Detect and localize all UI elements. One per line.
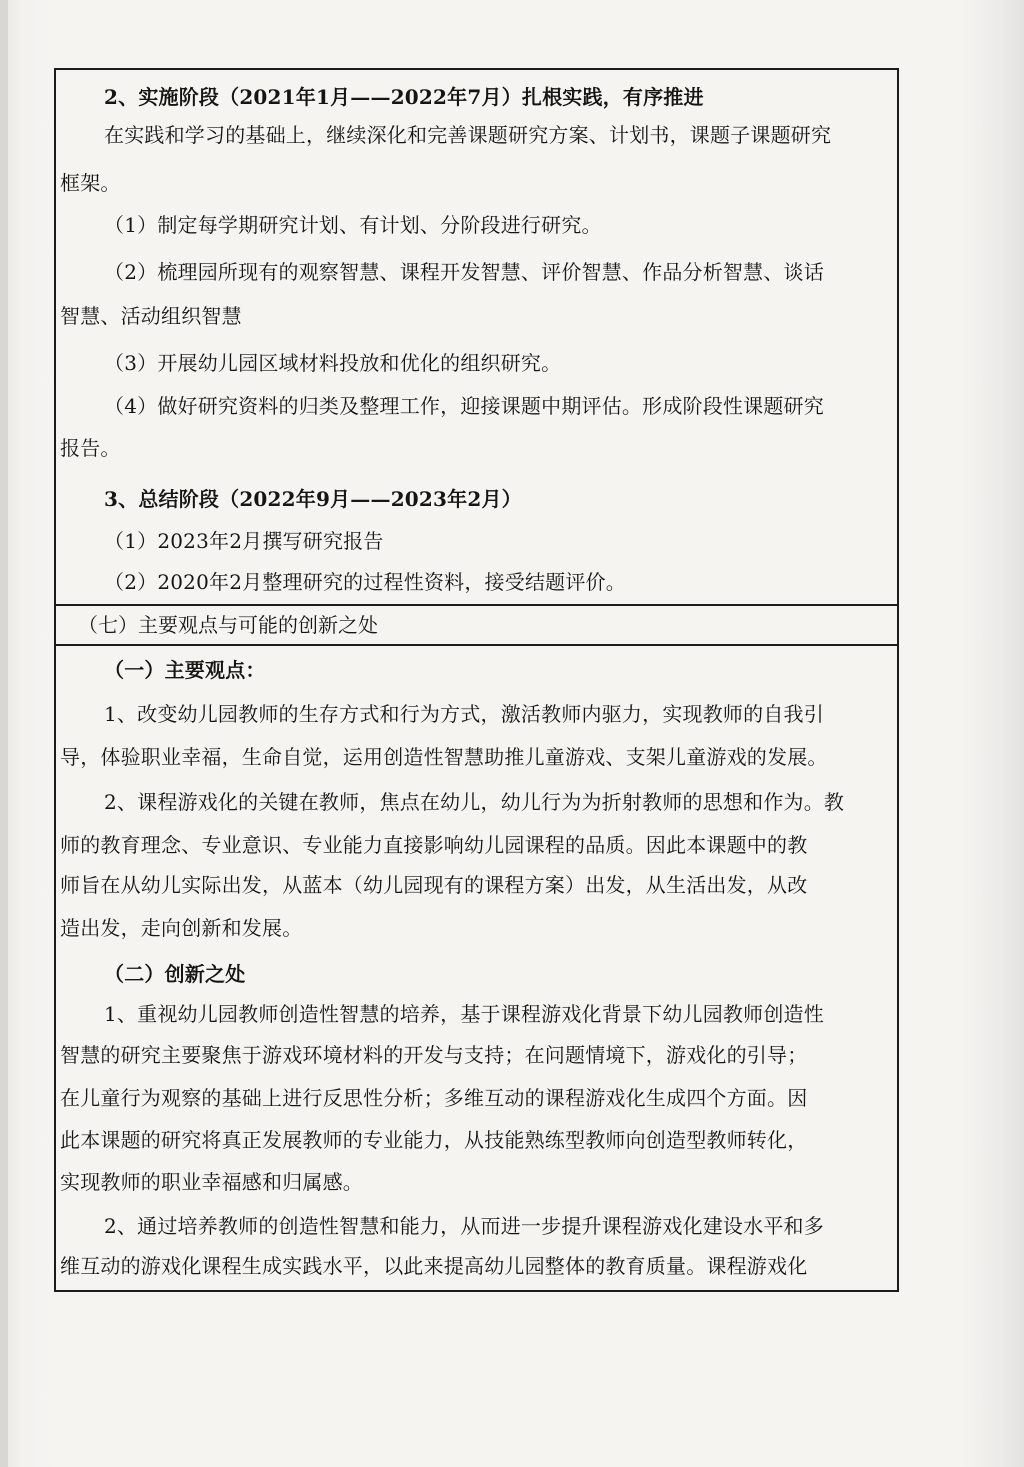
phase2-item4-line1: （4）做好研究资料的归类及整理工作，迎接课题中期评估。形成阶段性课题研究 — [104, 394, 824, 418]
phase2-heading: 2、实施阶段（2021年1月——2022年7月）扎根实践，有序推进 — [104, 85, 704, 109]
phase2-item3: （3）开展幼儿园区域材料投放和优化的组织研究。 — [104, 351, 562, 375]
innovation-p1-line3: 在儿童行为观察的基础上进行反思性分析；多维互动的课程游戏化生成四个方面。因 — [60, 1086, 808, 1110]
views-p2-line3: 师旨在从幼儿实际出发，从蓝本（幼儿园现有的课程方案）出发，从生活出发，从改 — [60, 873, 808, 897]
phase2-item2-line1: （2）梳理园所现有的观察智慧、课程开发智慧、评价智慧、作品分析智慧、谈话 — [104, 260, 824, 284]
innovation-heading: （二）创新之处 — [104, 962, 246, 986]
phase2-item2-line2: 智慧、活动组织智慧 — [60, 304, 242, 328]
innovation-p1-line2: 智慧的研究主要聚焦于游戏环境材料的开发与支持；在问题情境下，游戏化的引导； — [60, 1043, 808, 1067]
phase2-intro-line1: 在实践和学习的基础上，继续深化和完善课题研究方案、计划书，课题子课题研究 — [104, 123, 832, 147]
views-p1-line2: 导，体验职业幸福，生命自觉，运用创造性智慧助推儿童游戏、支架儿童游戏的发展。 — [60, 745, 828, 769]
phase3-item1: （1）2023年2月撰写研究报告 — [104, 529, 384, 553]
innovation-p1-line5: 实现教师的职业幸福感和归属感。 — [60, 1170, 363, 1194]
views-p2-line1: 2、课程游戏化的关键在教师，焦点在幼儿，幼儿行为为折射教师的思想和作为。教 — [104, 790, 845, 814]
views-p1-line1: 1、改变幼儿园教师的生存方式和行为方式，激活教师内驱力，实现教师的自我引 — [104, 702, 824, 726]
phase2-item4-line2: 报告。 — [60, 436, 121, 460]
table-row-divider-top — [54, 604, 899, 606]
views-p2-line2: 师的教育理念、专业意识、专业能力直接影响幼儿园课程的品质。因此本课题中的教 — [60, 833, 808, 857]
phase2-intro-line2: 框架。 — [60, 171, 121, 195]
innovation-p1-line1: 1、重视幼儿园教师创造性智慧的培养，基于课程游戏化背景下幼儿园教师创造性 — [104, 1002, 824, 1026]
phase2-item1: （1）制定每学期研究计划、有计划、分阶段进行研究。 — [104, 213, 602, 237]
phase3-item2: （2）2020年2月整理研究的过程性资料，接受结题评价。 — [104, 570, 626, 594]
innovation-p2-line2: 维互动的游戏化课程生成实践水平，以此来提高幼儿园整体的教育质量。课程游戏化 — [60, 1254, 808, 1278]
table-row-divider-bottom — [54, 644, 899, 646]
innovation-p1-line4: 此本课题的研究将真正发展教师的专业能力，从技能熟练型教师向创造型教师转化， — [60, 1128, 808, 1152]
section-seven-title: （七）主要观点与可能的创新之处 — [78, 613, 378, 637]
phase3-heading: 3、总结阶段（2022年9月——2023年2月） — [104, 487, 522, 511]
innovation-p2-line1: 2、通过培养教师的创造性智慧和能力，从而进一步提升课程游戏化建设水平和多 — [104, 1214, 824, 1238]
page-binding-edge — [0, 0, 8, 1467]
views-p2-line4: 造出发，走向创新和发展。 — [60, 916, 303, 940]
views-heading: （一）主要观点： — [104, 658, 266, 682]
